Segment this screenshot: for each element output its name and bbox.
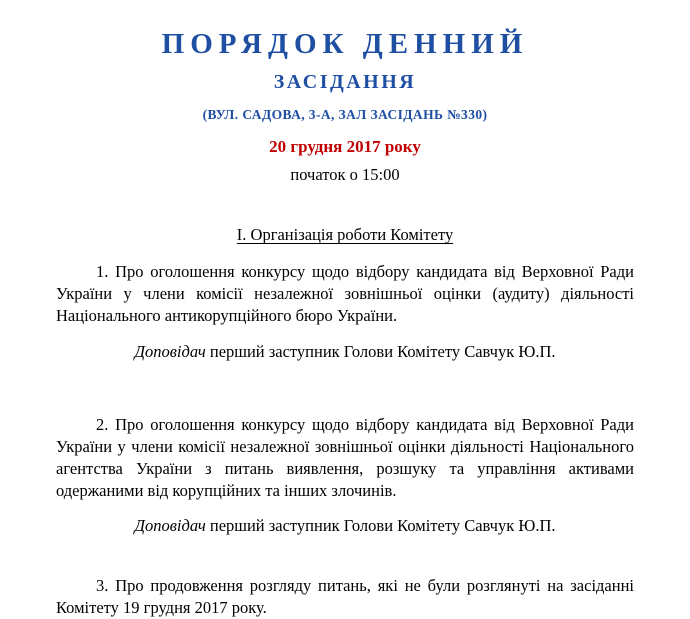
agenda-item-speaker bbox=[56, 515, 634, 537]
section-heading: І. Організація роботи Комітету bbox=[236, 225, 454, 245]
speaker-label: Доповідач bbox=[134, 516, 206, 536]
speaker-name: перший заступник Голови Комітету Савчук Ю.П. bbox=[205, 516, 556, 536]
document-title-main: ПОРЯДОК ДЕННИЙ bbox=[161, 28, 529, 60]
agenda-item-speaker bbox=[56, 341, 634, 363]
agenda-item-text: 1. Про оголошення конкурсу щодо відбору кандидата від Верховної Ради України у члени комісії незалежної зовнішньої оцінки (аудиту) діяльності Національного антикорупційного бюро України. bbox=[56, 262, 634, 325]
document-venue: (ВУЛ. САДОВА, 3-А, ЗАЛ ЗАСІДАНЬ №330) bbox=[202, 107, 488, 123]
spacer bbox=[56, 537, 634, 557]
document-date: 20 грудня 2017 року bbox=[269, 137, 421, 157]
agenda-item-text: 3. Про продовження розгляду питань, які не були розглянуті на засіданні Комітету 19 грудня 2017 року. bbox=[56, 576, 634, 617]
document-start-time: початок о 15:00 bbox=[290, 165, 400, 185]
document-title-subtitle: ЗАСІДАННЯ bbox=[273, 71, 417, 94]
speaker-name: перший заступник Голови Комітету Савчук Ю.П. bbox=[205, 341, 556, 361]
speaker-label: Доповідач bbox=[134, 341, 206, 361]
agenda-item-text: 2. Про оголошення конкурсу щодо відбору кандидата від Верховної Ради України у члени комісії незалежної зовнішньої оцінки діяльності Національного агентства України з питань виявлення, розшуку та управління активами одержаними від корупційних та інших злочинів. bbox=[56, 415, 634, 500]
spacer bbox=[56, 362, 634, 396]
